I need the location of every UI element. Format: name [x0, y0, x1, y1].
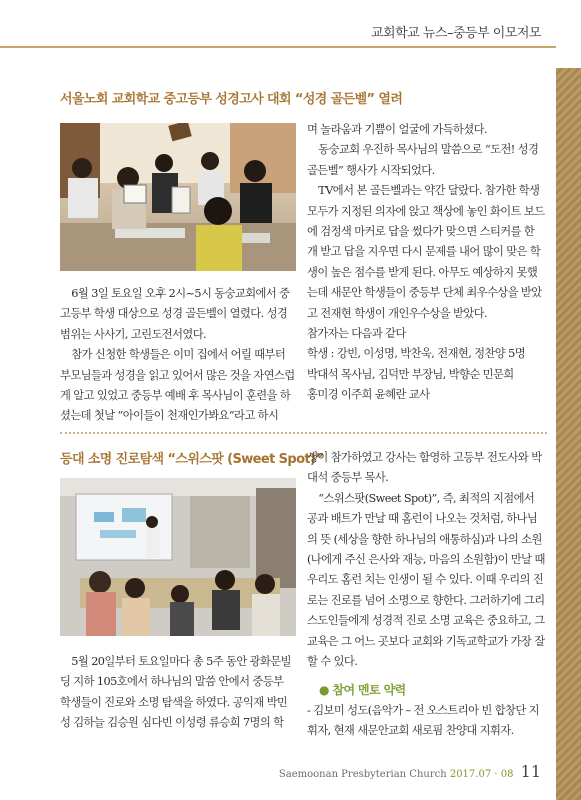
- paragraph: 참가자는 다음과 같다: [307, 327, 406, 341]
- paragraph: 생이 참가하였고 강사는 함영하 고등부 전도사와 박대석 중등부 목사.: [307, 451, 542, 485]
- sweet-spot-photo: [60, 478, 296, 636]
- article2-column1: [60, 652, 296, 734]
- photo-illustration: [60, 478, 296, 636]
- article1-column1: [60, 284, 296, 427]
- paragraph: “스위스팟(Sweet Spot)”, 즉, 최적의 지점에서 공과 배트가 만날 때 홈런이 나오는 것처럼, 하나님의 뜻 (세상을 향한 하나님의 애통하심)과 나의 소원 (나에게 주신 은사와 재능, 마음의 소원함)이 만날 때 우리도 홈런 치는 인생이 될 수 있다. 이때 우리의 진로는 진로를 넘어 소명으로 향한다. 그러하기에 그리스도인들에게 성경적 진로 소명 교육은 중요하고, 그 교육은 그 어느 곳보다 교회와 기독교학교가 가장 잘 할 수 있다.: [307, 491, 545, 669]
- mentor-heading: ● 참여 멘토 약력: [319, 683, 406, 698]
- church-name: Saemoonan Presbyterian Church: [278, 769, 447, 780]
- page-footer: [279, 762, 541, 781]
- photo-illustration: [60, 123, 296, 271]
- article2-headline: 등대 소명 진로탐색 “스위스팟 (Sweet Spot)”: [60, 452, 324, 467]
- article2-column2: [307, 448, 547, 742]
- paragraph: 며 놀라움과 기쁨이 얼굴에 가득하셨다.: [307, 123, 487, 136]
- participant-line: 학생 : 강빈, 이성명, 박찬욱, 전재현, 정찬양 5명: [307, 347, 526, 361]
- paragraph: 6월 3일 토요일 오후 2시~5시 동숭교회에서 중고등부 학생 대상으로 성경 골든벨이 열렸다. 성경 범위는 사사기, 고린도전서였다.: [60, 287, 290, 341]
- paragraph: 5월 20일부터 토요일마다 총 5주 동안 광화문빌딩 지하 105호에서 하나님의 말씀 안에서 중등부 학생들이 진로와 소명 탐색을 하였다. 공익재 박민성 김하늘 김승원 심다빈 이성령 류승희 7명의 학: [60, 655, 291, 730]
- paragraph: TV에서 본 골든벨과는 약간 달랐다. 참가한 학생 모두가 지정된 의자에 앉고 책상에 놓인 화이트 보드에 검정색 마커로 답을 썼다가 맞으면 스티커를 한 개 받고 답을 지우면 다시 문제를 내어 많이 맞은 학생이 높은 점수를 받게 된다. 아무도 예상하지 못했는데 새문안 학생들이 중등부 단체 최우수상을 받았고 전재현 학생이 개인우수상을 받았다.: [307, 184, 545, 320]
- section-title: 교회학교 뉴스–중등부 이모저모: [370, 26, 541, 41]
- paragraph: 동숭교회 우진하 목사님의 말씀으로 “도전! 성경 골든벨” 행사가 시작되었다.: [307, 143, 539, 177]
- bible-quiz-photo: [60, 123, 296, 271]
- header-rule: [0, 46, 556, 48]
- article1-column2: [307, 120, 547, 406]
- section-divider: [60, 432, 547, 434]
- issue-date: 2017.07 · 08: [449, 769, 514, 780]
- participant-line: 홍미경 이주희 윤혜란 교사: [307, 388, 430, 402]
- decorative-stripe: [556, 68, 581, 800]
- paragraph: 참가 신청한 학생들은 이미 집에서 어릴 때부터 부모님들과 성경을 읽고 있어서 많은 것을 자연스럽게 알고 있었고 중등부 예배 후 목사님이 훈련을 하셨는데 첫날 “아이들이 천재인가봐요”라고 하시: [60, 348, 295, 423]
- article1-headline: 서울노회 교회학교 중고등부 성경고사 대회 “성경 골든벨” 열려: [60, 92, 403, 107]
- participant-line: 박대석 목사님, 김덕만 부장님, 박향순 민문희: [307, 367, 514, 381]
- page-number: 11: [520, 762, 541, 781]
- mentor-line: - 김보미 성도(음악가 – 전 오스트리아 빈 합창단 지휘자, 현재 새문안교회 새로핌 찬양대 지휘자.: [307, 703, 539, 738]
